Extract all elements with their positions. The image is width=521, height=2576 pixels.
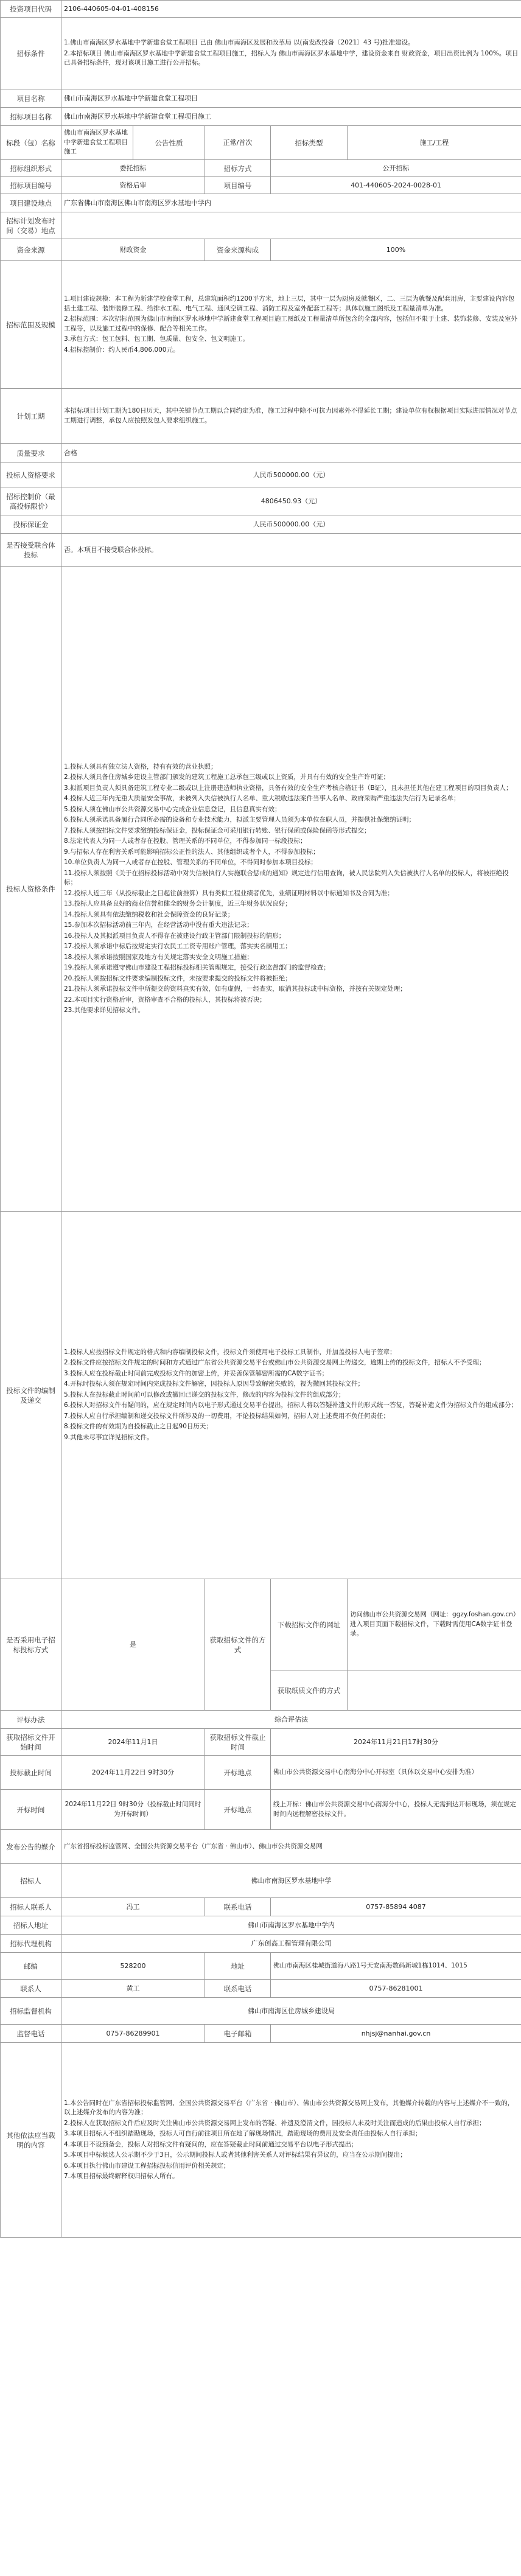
time-get-label: 获取招标文件开始时间 xyxy=(1,1729,61,1756)
code-label: 投资项目代码 xyxy=(1,1,61,18)
bid-doc-para: 3.投标人应在投标截止时间前完成投标文件的加密上传，并妥善保管解密所需的CA数字证书； xyxy=(64,1369,329,1377)
supervisor-mail-label: 电子邮箱 xyxy=(205,2025,271,2043)
union-label: 是否接受联合体投标 xyxy=(1,534,61,567)
notice-type-value: 正常/首次 xyxy=(205,126,271,160)
funding-ratio-value: 100% xyxy=(271,239,521,261)
tenderer-phone-value: 0757-85894 4087 xyxy=(271,1898,521,1916)
requirement-para: 3.拟派项目负责人须具备建筑工程专业二级或以上注册建造师执业资格，具备有效的安全生产考核合格证书（B证），且未担任其他在建工程项目的项目负责人； xyxy=(64,784,512,792)
supervisor-phone-value: 0757-86289901 xyxy=(61,2025,205,2043)
requirement-para: 23.其他要求详见招标文件。 xyxy=(64,1007,145,1014)
electronic-value: 是 xyxy=(61,1579,205,1711)
tenderer-value: 佛山市南海区罗水基地中学 xyxy=(61,1864,521,1898)
requirement-para: 10.单位负责人为同一人或者存在控股、管理关系的不同单位，不得同时参加本项目投标； xyxy=(64,859,317,866)
other-para: 1.本公告同时在广东省招标投标监管网、全国公共资源交易平台（广东省 · 佛山市）、佛山市公共资源交易网上发布，其他媒介转载的内容与上述媒介不一致的，以上述媒介发布的内容为准； xyxy=(64,2099,514,2116)
item-no-label: 项目编号 xyxy=(205,177,271,194)
bid-doc-para: 6.投标人对招标文件有疑问的，应在规定时间内以电子形式通过交易平台提出，招标人将以答疑补遗文件的形式统一答复，答疑补遗文件为招标文件的组成部分； xyxy=(64,1401,518,1409)
requirements-label: 投标人资格条件 xyxy=(1,567,61,1212)
agent-zip-label: 邮编 xyxy=(1,1953,61,1980)
bid-doc-para: 8.投标文件的有效期为自投标截止之日起90日历天； xyxy=(64,1423,212,1431)
deposit-value: 人民币500000.00（元） xyxy=(61,515,521,534)
supervisor-mail-value[interactable]: nhjsj@nanhai.gov.cn xyxy=(271,2025,521,2043)
qual-req-value: 人民币500000.00（元） xyxy=(61,463,521,487)
other-para: 2.投标人在获取招标文件后应及时关注佛山市公共资源交易网上发布的答疑、补遗及澄清文件，因投标人未及时关注而造成的后果由投标人自行承担； xyxy=(64,2119,486,2127)
open-addr-label: 开标地点 xyxy=(205,1756,271,1790)
requirement-para: 8.法定代表人为同一人或者存在控股、管理关系的不同单位，不得参加同一标段投标； xyxy=(64,837,307,845)
time-open-value: 2024年11月22日 9时30分 xyxy=(61,1756,205,1790)
period-label: 计划工期 xyxy=(1,389,61,444)
open-addr-value: 佛山市公共资源交易中心南海分中心开标室（具体以交易中心安排为准） xyxy=(271,1756,521,1790)
section-label: 标段（包）名称 xyxy=(1,126,61,160)
other-para: 5.本项目中标候选人公示期不少于3日，公示期间投标人或者其他利害关系人对评标结果有异议的，应当在公示期间提出； xyxy=(64,2151,407,2159)
eval-label: 评标办法 xyxy=(1,1711,61,1729)
tenderer-phone-label: 联系电话 xyxy=(205,1898,271,1916)
requirement-para: 4.投标人近三年内无重大质量安全事故，未被列入失信被执行人名单、重大税收违法案件当事人名单、政府采购严重违法失信行为记录名单； xyxy=(64,795,460,802)
quality-label: 质量要求 xyxy=(1,444,61,463)
requirement-para: 22.本项目实行资格后审，资格审查不合格的投标人，其投标将被否决； xyxy=(64,996,266,1004)
agent-addr-value: 佛山市南海区桂城街道海八路1号天安南海数码新城1栋1014、1015 xyxy=(271,1953,521,1980)
requirement-para: 14.投标人须具有依法缴纳税收和社会保障资金的良好记录； xyxy=(64,910,234,918)
paper-doc-label: 获取纸质文件的方式 xyxy=(271,1670,348,1711)
start-addr-label: 开标地点 xyxy=(205,1790,271,1830)
time-get-end-label: 获取招标文件截止时间 xyxy=(205,1729,271,1756)
bid-range-label: 招标控制价（最高投标限价） xyxy=(1,487,61,515)
requirement-para: 1.投标人须具有独立法人资格，持有有效的营业执照； xyxy=(64,763,217,770)
get-doc-label: 获取招标文件的方式 xyxy=(205,1579,271,1711)
bid-doc-para: 4.开标时投标人须在规定时间内完成投标文件解密，因投标人原因导致解密失败的，视为撤回其投标文件； xyxy=(64,1380,365,1388)
section-value: 佛山市南海区罗水基地中学新建食堂工程项目施工 xyxy=(61,126,133,160)
time-open-label: 投标截止时间 xyxy=(1,1756,61,1790)
notice-type-label: 公告性质 xyxy=(133,126,205,160)
requirement-para: 7.投标人须按招标文件要求缴纳投标保证金，投标保证金可采用银行转账、银行保函或保险保函等形式提交； xyxy=(64,826,371,834)
bid-doc-value xyxy=(61,1212,521,1579)
agent-phone-value: 0757-86281001 xyxy=(271,1980,521,1998)
requirements-value xyxy=(61,567,521,1212)
bid-doc-para: 7.投标人应自行承担编制和递交投标文件所涉及的一切费用，不论投标结果如何，招标人对上述费用不负任何责任； xyxy=(64,1412,390,1420)
requirement-para: 18.投标人须承诺按照国家及地方有关规定落实安全文明施工措施； xyxy=(64,953,253,961)
item-no-value: 401-440605-2024-0028-01 xyxy=(271,177,521,194)
supervisor-phone-label: 监督电话 xyxy=(1,2025,61,2043)
agent-addr-label: 地址 xyxy=(205,1953,271,1980)
agent-zip-value: 528200 xyxy=(61,1953,205,1980)
tenderer-label: 招标人 xyxy=(1,1864,61,1898)
tender-name-value: 佛山市南海区罗水基地中学新建食堂工程项目施工 xyxy=(61,108,521,126)
plan-date-value xyxy=(61,212,521,239)
tender-name-label: 招标项目名称 xyxy=(1,108,61,126)
time-start-label: 开标时间 xyxy=(1,1790,61,1830)
scope-para: 4.招标控制价：约人民币4,806,000元。 xyxy=(64,346,180,354)
requirement-para: 6.投标人须承诺具备履行合同所必需的设备和专业技术能力，拟派主要管理人员须为本单位在职人员，并提供社保缴纳证明； xyxy=(64,816,416,823)
bid-doc-para: 1.投标人应按招标文件规定的格式和内容编制投标文件，投标文件须使用电子投标工具制作，并加盖投标人电子签章； xyxy=(64,1348,396,1356)
requirement-para: 12.投标人近三年（从投标截止之日起往前推算）具有类似工程业绩者优先，业绩证明材料以中标通知书及合同为准； xyxy=(64,889,394,897)
other-para: 7.本项目招标最终解释权归招标人所有。 xyxy=(64,2173,179,2180)
tenderer-addr-label: 招标人地址 xyxy=(1,1916,61,1935)
requirement-para: 5.投标人须在佛山市公共资源交易中心完成企业信息登记，且信息真实有效； xyxy=(64,805,281,813)
funding-label: 资金来源 xyxy=(1,239,61,261)
terms-label: 招标条件 xyxy=(1,18,61,89)
other-para: 4.本项目不设预备会，投标人对招标文件有疑问的，应在答疑截止时间前通过交易平台以电子形式提出； xyxy=(64,2140,358,2148)
download-url-value[interactable]: 访问佛山市公共资源交易网（网址：ggzy.foshan.gov.cn）进入项目页面下载招标文件，下载时需使用CA数字证书登录。 xyxy=(348,1579,521,1670)
other-value xyxy=(61,2043,521,2238)
deposit-label: 投标保证金 xyxy=(1,515,61,534)
bid-doc-para: 5.投标人在投标截止时间前可以修改或撤回已递交的投标文件，修改的内容为投标文件的组成部分； xyxy=(64,1391,345,1398)
start-addr-value: 线上开标：佛山市公共资源交易中心南海分中心，投标人无需到达开标现场，须在规定时间内远程解密投标文件。 xyxy=(271,1790,521,1830)
code-value: 2106-440605-04-01-408156 xyxy=(61,1,521,18)
scope-label: 招标范围及规模 xyxy=(1,261,61,389)
requirement-para: 20.投标人须按招标文件要求编制投标文件，未按要求提交的投标文件将被拒绝； xyxy=(64,974,292,982)
supervisor-value: 佛山市南海区住房城乡建设局 xyxy=(61,1998,521,2025)
tender-type-label: 招标类型 xyxy=(271,126,348,160)
method-label: 招标方式 xyxy=(205,160,271,177)
eval-value: 综合评估法 xyxy=(61,1711,521,1729)
project-name-value: 佛山市南海区罗水基地中学新建食堂工程项目 xyxy=(61,89,521,108)
tenderer-contact-value: 冯工 xyxy=(61,1898,205,1916)
requirement-para: 2.投标人须具备住房城乡建设主管部门颁发的建筑工程施工总承包三级或以上资质，并具有有效的安全生产许可证； xyxy=(64,773,390,781)
scope-para: 1.项目建设规模：本工程为新建学校食堂工程，总建筑面积约1200平方米，地上三层，其中一层为厨房及就餐区，二、三层为就餐及配套用房，主要建设内容包括土建工程、装饰装修工程、给排水工程、电气工程、通风空调工程、消防工程及室外配套工程等；具体以施工图纸及工程量清单为准。 xyxy=(64,295,515,312)
quality-value: 合格 xyxy=(61,444,521,463)
method-value: 公开招标 xyxy=(271,160,521,177)
address-label: 项目建设地点 xyxy=(1,194,61,212)
project-name-label: 项目名称 xyxy=(1,89,61,108)
media-label: 发布公告的媒介 xyxy=(1,1830,61,1864)
agent-contact-value: 黄工 xyxy=(61,1980,205,1998)
scope-para: 2.招标范围：本次招标范围为佛山市南海区罗水基地中学新建食堂工程项目施工图纸及工程量清单所包含的全部内容，包括但不限于土建、装饰装修、安装及室外工程等，以及施工过程中的保修、配合等相关工作。 xyxy=(64,315,518,332)
other-para: 3.本项目招标人不组织踏勘现场，投标人可自行前往项目所在地了解现场情况，踏勘现场的费用及安全责任由投标人自行承担； xyxy=(64,2130,422,2137)
requirement-para: 13.投标人应具备良好的商业信誉和健全的财务会计制度，近三年财务状况良好； xyxy=(64,900,292,907)
org-form-value: 委托招标 xyxy=(61,160,205,177)
qual-req-label: 投标人资格要求 xyxy=(1,463,61,487)
period-value: 本招标项目计划工期为180日历天，其中关键节点工期以合同约定为准，施工过程中除不可抗力因素外不得延长工期；建设单位有权根据项目实际进展情况对节点工期进行调整，承包人应按照发包人要求组织施工。 xyxy=(61,389,521,444)
plan-date-label: 招标计划发布时间（交易）地点 xyxy=(1,212,61,239)
tenderer-addr-value: 佛山市南海区罗水基地中学内 xyxy=(61,1916,521,1935)
agent-value: 广东创高工程管理有限公司 xyxy=(61,1935,521,1953)
address-value: 广东省佛山市南海区佛山市南海区罗水基地中学内 xyxy=(61,194,521,212)
funding-source-value: 财政资金 xyxy=(61,239,205,261)
agent-contact-label: 联系人 xyxy=(1,1980,61,1998)
agent-label: 招标代理机构 xyxy=(1,1935,61,1953)
project-no-value: 资格后审 xyxy=(61,177,205,194)
union-value: 否。本项目不接受联合体投标。 xyxy=(61,534,521,567)
tender-type-value: 施工/工程 xyxy=(348,126,521,160)
terms-value xyxy=(61,18,521,89)
bid-range-value: 4806450.93（元） xyxy=(61,487,521,515)
scope-value xyxy=(61,261,521,389)
agent-phone-label: 联系电话 xyxy=(205,1980,271,1998)
requirement-para: 16.投标人及其拟派项目负责人不得存在被建设行政主管部门限制投标的情形； xyxy=(64,932,285,940)
funding-ratio-label: 资金来源构成 xyxy=(205,239,271,261)
requirement-para: 21.投标人须承诺投标文件中所提交的资料真实有效，如有虚假，一经查实，取消其投标或中标资格，并按有关规定处理； xyxy=(64,985,407,993)
download-url-label: 下载招标文件的网址 xyxy=(271,1579,348,1670)
requirement-para: 15.参加本次招标活动前三年内，在经营活动中没有重大违法记录； xyxy=(64,921,253,929)
org-form-label: 招标组织形式 xyxy=(1,160,61,177)
scope-para: 3.承包方式：包工包料、包工期、包质量、包安全、包文明施工。 xyxy=(64,335,250,343)
tenderer-contact-label: 招标人联系人 xyxy=(1,1898,61,1916)
supervisor-label: 招标监督机构 xyxy=(1,1998,61,2025)
requirement-para: 11.投标人须按照《关于在招标投标活动中对失信被执行人实施联合惩戒的通知》规定进行信用查询，被人民法院列入失信被执行人名单的投标人，将被拒绝投标； xyxy=(64,869,509,886)
terms-para: 1.佛山市南海区罗水基地中学新建食堂工程项目 已由 佛山市南海区发展和改革局 以(南发改投备〔2021〕43 号)批准建设。 xyxy=(64,39,414,47)
bid-doc-para: 9.其他未尽事宜详见招标文件。 xyxy=(64,1433,153,1441)
time-get-end-value: 2024年11月21日17时30分 xyxy=(271,1729,521,1756)
time-start-value: 2024年11月22日 9时30分（投标截止时间同时为开标时间） xyxy=(61,1790,205,1830)
requirement-para: 19.投标人须承诺遵守佛山市建设工程招标投标相关管理规定，接受行政监督部门的监督检查； xyxy=(64,964,330,971)
bid-doc-para: 2.投标文件应按招标文件规定的时间和方式通过广东省公共资源交易平台或佛山市公共资源交易网上传递交，逾期上传的投标文件，招标人不予受理； xyxy=(64,1359,486,1367)
bid-doc-label: 投标文件的编制及递交 xyxy=(1,1212,61,1579)
paper-doc-value xyxy=(348,1670,521,1711)
other-para: 6.本项目执行佛山市建设工程招标投标信用评价相关规定； xyxy=(64,2162,230,2169)
project-no-label: 招标项目编号 xyxy=(1,177,61,194)
time-get-value: 2024年11月1日 xyxy=(61,1729,205,1756)
media-value: 广东省招标投标监管网、全国公共资源交易平台（广东省 · 佛山市）、佛山市公共资源交易网 xyxy=(61,1830,521,1864)
terms-para: 2.本招标项目 佛山市南海区罗水基地中学新建食堂工程项目施工，招标人为 佛山市南海区罗水基地中学，建设资金来自 财政资金，项目出资比例为 100%。项目已具备招标条件，现对该项目施工进行公开招标。 xyxy=(64,49,519,67)
requirement-para: 17.投标人须承诺中标后按规定实行农民工工资专用账户管理，落实实名制用工； xyxy=(64,943,292,950)
electronic-label: 是否采用电子招标投标方式 xyxy=(1,1579,61,1711)
requirement-para: 9.与招标人存在利害关系可能影响招标公正性的法人、其他组织或者个人，不得参加投标； xyxy=(64,848,320,856)
other-label: 其他依法应当载明的内容 xyxy=(1,2043,61,2238)
